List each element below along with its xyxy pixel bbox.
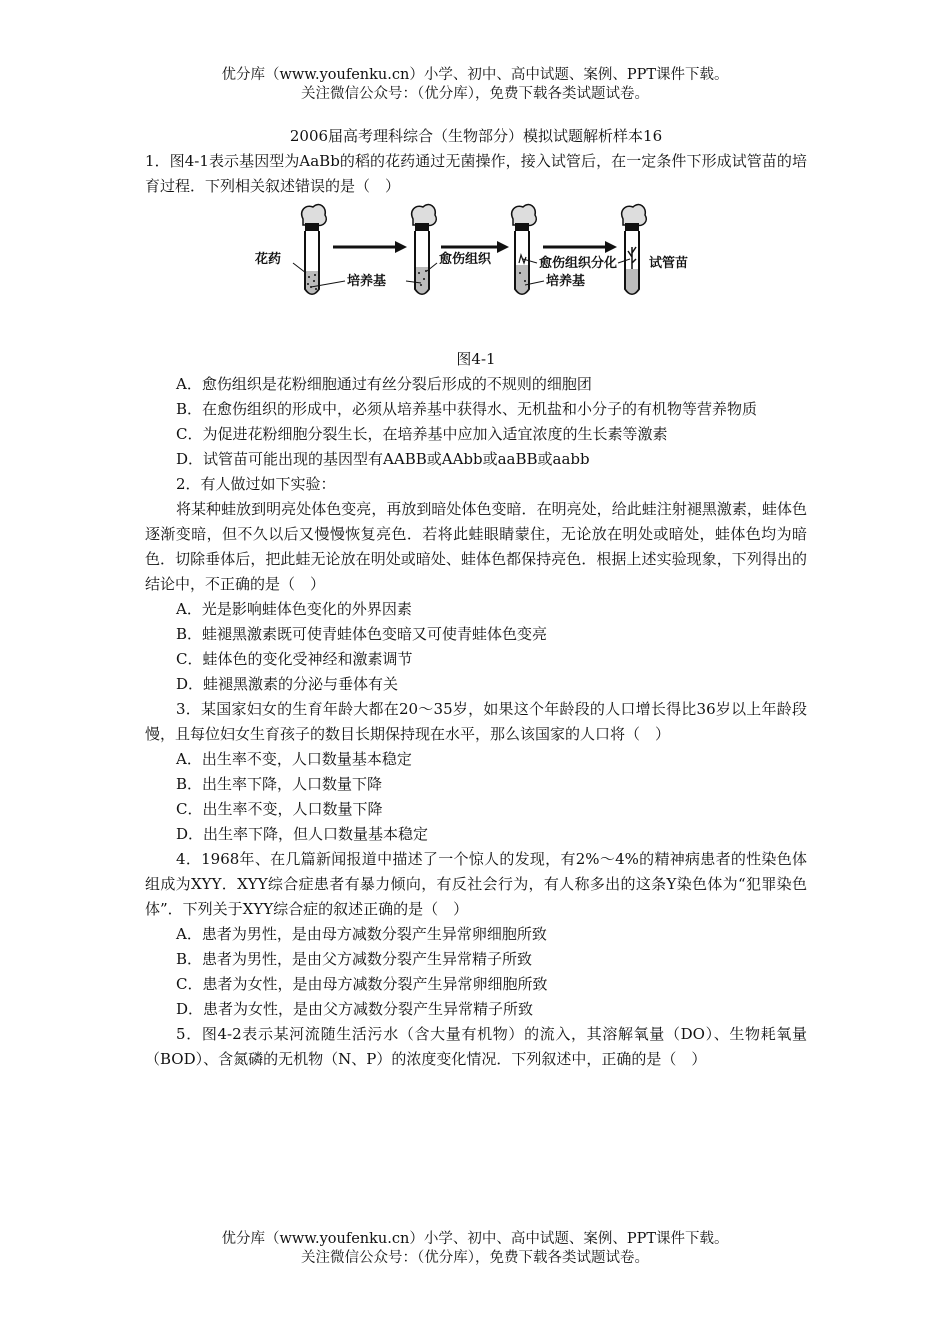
q3-option-d: D．出生率下降，但人口数量基本稳定 — [176, 825, 429, 843]
label-medium-2: 培养基 — [546, 274, 586, 289]
q2-option-d: D．蛙褪黑激素的分泌与垂体有关 — [176, 675, 399, 693]
q1-stem: 1．图4-1表示基因型为AaBb的稻的花药通过无菌操作，接入试管后，在一定条件下形成试管苗的培育过程．下列相关叙述错误的是（ ） — [145, 152, 807, 195]
header-line-1: 优分库（www.youfenku.cn）小学、初中、高中试题、案例、PPT课件下载。 — [221, 67, 729, 83]
tissue-culture-diagram — [245, 201, 705, 306]
label-callus-differentiation: 愈伤组织分化 — [539, 256, 618, 271]
q4-option-d: D．患者为女性，是由父方减数分裂产生异常精子所致 — [176, 1000, 534, 1018]
footer-line-1: 优分库（www.youfenku.cn）小学、初中、高中试题、案例、PPT课件下载。 — [221, 1231, 729, 1247]
test-tube-4 — [622, 205, 647, 294]
test-tube-2 — [412, 205, 437, 294]
figure-caption: 图4-1 — [456, 350, 496, 368]
arrow-3 — [543, 241, 617, 253]
q2-stem: 2．有人做过如下实验： — [176, 475, 336, 493]
q1-option-c: C．为促进花粉细胞分裂生长，在培养基中应加入适宜浓度的生长素等激素 — [176, 425, 668, 443]
q3-stem: 3．某国家妇女的生育年龄大都在20～35岁，如果这个年龄段的人口增长得比36岁以上年龄段慢，且每位妇女生育孩子的数目长期保持现在水平，那么该国家的人口将（ ） — [145, 700, 807, 743]
footer-line-2: 关注微信公众号：（优分库），免费下载各类试题试卷。 — [301, 1250, 649, 1266]
q5-stem: 5．图4-2表示某河流随生活污水（含大量有机物）的流入，其溶解氧量（DO）、生物耗氧量（BOD）、含氮磷的无机物（N、P）的浓度变化情况．下列叙述中，正确的是（ ） — [145, 1025, 807, 1068]
arrow-1 — [333, 241, 407, 253]
q3-option-c: C．出生率不变，人口数量下降 — [176, 800, 383, 818]
q4-option-c: C．患者为女性，是由母方减数分裂产生异常卵细胞所致 — [176, 975, 548, 993]
q2-option-b: B．蛙褪黑激素既可使青蛙体色变暗又可使青蛙体色变亮 — [176, 625, 548, 643]
q4-option-a: A．患者为男性，是由母方减数分裂产生异常卵细胞所致 — [176, 925, 547, 943]
label-anther: 花药 — [255, 252, 282, 267]
q4-option-b: B．患者为男性，是由父方减数分裂产生异常精子所致 — [176, 950, 533, 968]
q2-option-c: C．蛙体色的变化受神经和激素调节 — [176, 650, 413, 668]
label-plantlet: 试管苗 — [649, 256, 689, 271]
label-medium-1: 培养基 — [347, 274, 387, 289]
document-body — [145, 124, 807, 1072]
q2-option-a: A．光是影响蛙体色变化的外界因素 — [176, 600, 412, 618]
q1-option-d: D．试管苗可能出现的基因型有AABB或AAbb或aaBB或aabb — [176, 450, 590, 468]
q3-option-b: B．出生率下降，人口数量下降 — [176, 775, 383, 793]
q1-option-b: B．在愈伤组织的形成中，必须从培养基中获得水、无机盐和小分子的有机物等营养物质 — [176, 400, 758, 418]
document-title: 2006届高考理科综合（生物部分）模拟试题解析样本16 — [289, 127, 663, 145]
q3-option-a: A．出生率不变，人口数量基本稳定 — [176, 750, 412, 768]
q4-stem: 4．1968年、在几篇新闻报道中描述了一个惊人的发现，有2%～4%的精神病患者的性染色体组成为XYY．XYY综合症患者有暴力倾向，有反社会行为，有人称多出的这条Y染色体为“犯罪染色体”．下列关于XYY综合症的叙述正确的是（ ） — [145, 850, 807, 918]
test-tube-3 — [512, 205, 537, 294]
page-header — [0, 66, 950, 104]
header-line-2: 关注微信公众号：（优分库），免费下载各类试题试卷。 — [301, 86, 649, 102]
q1-option-a: A．愈伤组织是花粉细胞通过有丝分裂后形成的不规则的细胞团 — [176, 375, 592, 393]
q2-body: 将某种蛙放到明亮处体色变亮，再放到暗处体色变暗．在明亮处，给此蛙注射褪黑激素，蛙体色逐渐变暗，但不久以后又慢慢恢复亮色．若将此蛙眼睛蒙住，无论放在明处或暗处，蛙体色均为暗色．切除垂体后，把此蛙无论放在明处或暗处、蛙体色都保持亮色．根据上述实验现象，下列得出的结论中，不正确的是（ ） — [145, 500, 807, 593]
figure-4-1 — [145, 199, 807, 347]
page-footer — [0, 1230, 950, 1268]
test-tube-1 — [302, 205, 327, 294]
label-callus: 愈伤组织 — [439, 252, 492, 267]
